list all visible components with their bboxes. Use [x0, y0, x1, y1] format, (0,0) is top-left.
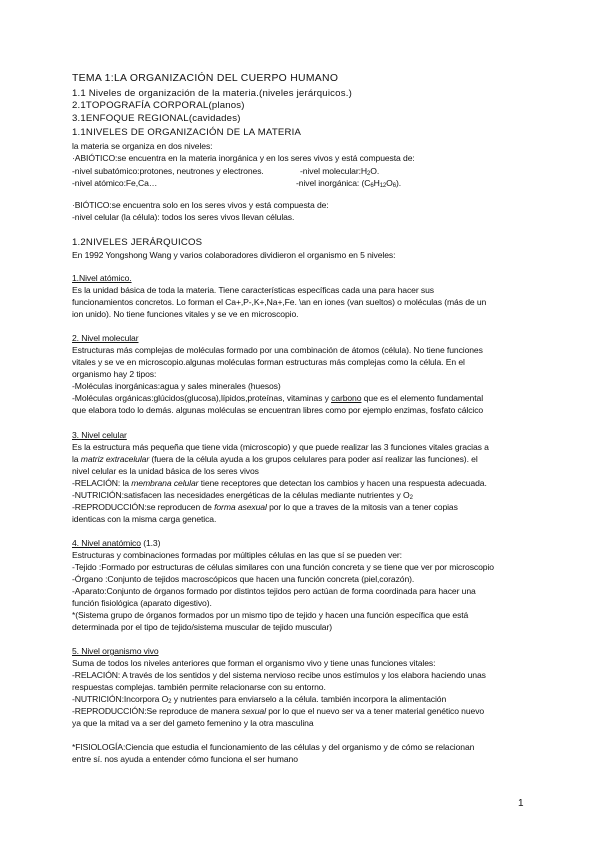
paragraph-line: vitales y se ve en microscopio.algunas moléculas forman estructuras más complejas como la célula. En el — [72, 357, 465, 367]
doc-title: TEMA 1:LA ORGANIZACIÓN DEL CUERPO HUMANO — [72, 73, 339, 84]
paragraph-line: -nivel celular (la célula): todos los seres vivos llevan células. — [72, 212, 295, 222]
paragraph-line: Estructuras y combinaciones formadas por múltiples células en las que sí se pueden ver: — [72, 550, 402, 560]
paragraph-line: *FISIOLOGÍA:Ciencia que estudia el funcionamiento de las células y del organismo y de cómo se relacionan — [72, 742, 475, 752]
level-heading-molecular: 2. Nivel molecular — [72, 333, 139, 343]
paragraph-line: -nivel molecular:H2O. — [300, 166, 380, 177]
page-number: 1 — [518, 798, 524, 809]
paragraph-line: ion unido). No tiene funciones vitales y se ve en microscopio. — [72, 309, 299, 319]
level-heading-atomic: 1.Nivel atómico. — [72, 273, 132, 283]
paragraph-line: -Moléculas orgánicas:glúcidos(glucosa),lípidos,proteínas, vitaminas y carbono que es el elemento fundamental — [72, 393, 484, 403]
paragraph-line: ·ABIÓTICO:se encuentra en la materia inorgánica y en los seres vivos y está compuesta de: — [72, 153, 415, 163]
paragraph-line: Es la unidad básica de toda la materia. Tiene características específicas cada una para hacer sus — [72, 285, 434, 295]
toc-item-2: 2.1TOPOGRAFÍA CORPORAL(planos) — [72, 100, 245, 111]
paragraph-line: -NUTRICIÓN:satisfacen las necesidades energéticas de la células mediante nutrientes y O2 — [72, 490, 413, 501]
paragraph-line: -nivel subatómico:protones, neutrones y electrones. — [72, 166, 264, 176]
paragraph-line: nivel celular es la unidad básica de los seres vivos — [72, 466, 259, 476]
paragraph-line: ·BIÓTICO:se encuentra solo en los seres vivos y está compuesta de: — [72, 200, 329, 210]
paragraph-line: Es la estructura más pequeña que tiene vida (microscopio) y que puede realizar las 3 funciones vitales gracias a — [72, 442, 489, 452]
paragraph-line: -REPRODUCCIÓN:se reproducen de forma asexual por lo que a traves de la mitosis van a tener copias — [72, 502, 458, 512]
paragraph-line: Suma de todos los niveles anteriores que forman el organismo vivo y tiene unas funciones vitales: — [72, 658, 436, 668]
paragraph-line: la matriz extracelular (fuera de la célula ayuda a los grupos celulares para poder así realizar las funciones). el — [72, 454, 478, 464]
paragraph-line: -Órgano :Conjunto de tejidos macroscópicos que hacen una función concreta (piel,corazón). — [72, 574, 415, 584]
paragraph-line: respuestas complejas. también permite relacionarse con su entorno. — [72, 682, 326, 692]
paragraph-line: Estructuras más complejas de moléculas formado por una combinación de átomos (célula). No tiene funciones — [72, 345, 483, 355]
paragraph-line: En 1992 Yongshong Wang y varios colaboradores dividieron el organismo en 5 niveles: — [72, 250, 396, 260]
paragraph-line: entre sí. nos ayuda a entender cómo funciona el ser humano — [72, 754, 298, 764]
toc-item-1: 1.1 Niveles de organización de la materia.(niveles jerárquicos.) — [72, 88, 352, 99]
paragraph-line: identicas con la misma carga genetica. — [72, 514, 217, 524]
paragraph-line: funcionamientos concretos. Lo forman el Ca+,P-,K+,Na+,Fe. \an en iones (van sueltos) o moléculas (más de un — [72, 297, 487, 307]
paragraph-line: -RELACIÓN: la membrana celular tiene receptores que detectan los cambios y hacen una respuesta adecuada. — [72, 478, 487, 488]
paragraph-line: -Moléculas inorgánicas:agua y sales minerales (huesos) — [72, 381, 281, 391]
paragraph-line: -RELACIÓN: A través de los sentidos y del sistema nervioso recibe unos estímulos y los elabora haciendo unas — [72, 670, 486, 680]
section-heading-1-2: 1.2NIVELES JERÁRQUICOS — [72, 237, 203, 248]
level-heading-anatomical: 4. Nivel anatómico (1.3) — [72, 538, 161, 548]
level-heading-organism: 5. Nivel organismo vivo — [72, 646, 159, 656]
paragraph-line: que elabora todo lo demás. algunas moléculas se encuentran libres como por ejemplo enzimas, fosfato cálcico — [72, 405, 484, 415]
toc-item-3: 3.1ENFOQUE REGIONAL(cavidades) — [72, 113, 241, 124]
paragraph-line: -Aparato:Conjunto de órganos formado por distintos tejidos pero actúan de forma coordinada para hacer una — [72, 586, 476, 596]
paragraph-line: la materia se organiza en dos niveles: — [72, 141, 213, 151]
paragraph-line: -REPRODUCCIÓN:Se reproduce de manera sexual por lo que el nuevo ser va a tener material genético nuevo — [72, 706, 485, 716]
paragraph-line: -nivel inorgánica: (C6H12O6). — [296, 178, 402, 189]
section-heading-1-1: 1.1NIVELES DE ORGANIZACIÓN DE LA MATERIA — [72, 127, 302, 138]
level-heading-cellular: 3. Nivel celular — [72, 430, 127, 440]
paragraph-line: función fisiológica (aparato digestivo). — [72, 598, 212, 608]
paragraph-line: organismo hay 2 tipos: — [72, 369, 157, 379]
paragraph-line: -NUTRICIÓN:Incorpora O2 y nutrientes para enviarselo a la célula. también incorpora la alimentación — [72, 694, 447, 705]
paragraph-line: determinada por el tipo de tejido/sistema muscular de tejido muscular) — [72, 622, 333, 632]
paragraph-line: *(Sistema grupo de órganos formados por un mismo tipo de tejido y hacen una función específica que está — [72, 610, 469, 620]
paragraph-line: ya que la mitad va a ser del gameto femenino y la otra masculina — [72, 718, 314, 728]
paragraph-line: -Tejido :Formado por estructuras de células similares con una función concreta y se tiene que ver por microscopio — [72, 562, 494, 572]
paragraph-line: -nivel atómico:Fe,Ca… — [72, 178, 158, 188]
